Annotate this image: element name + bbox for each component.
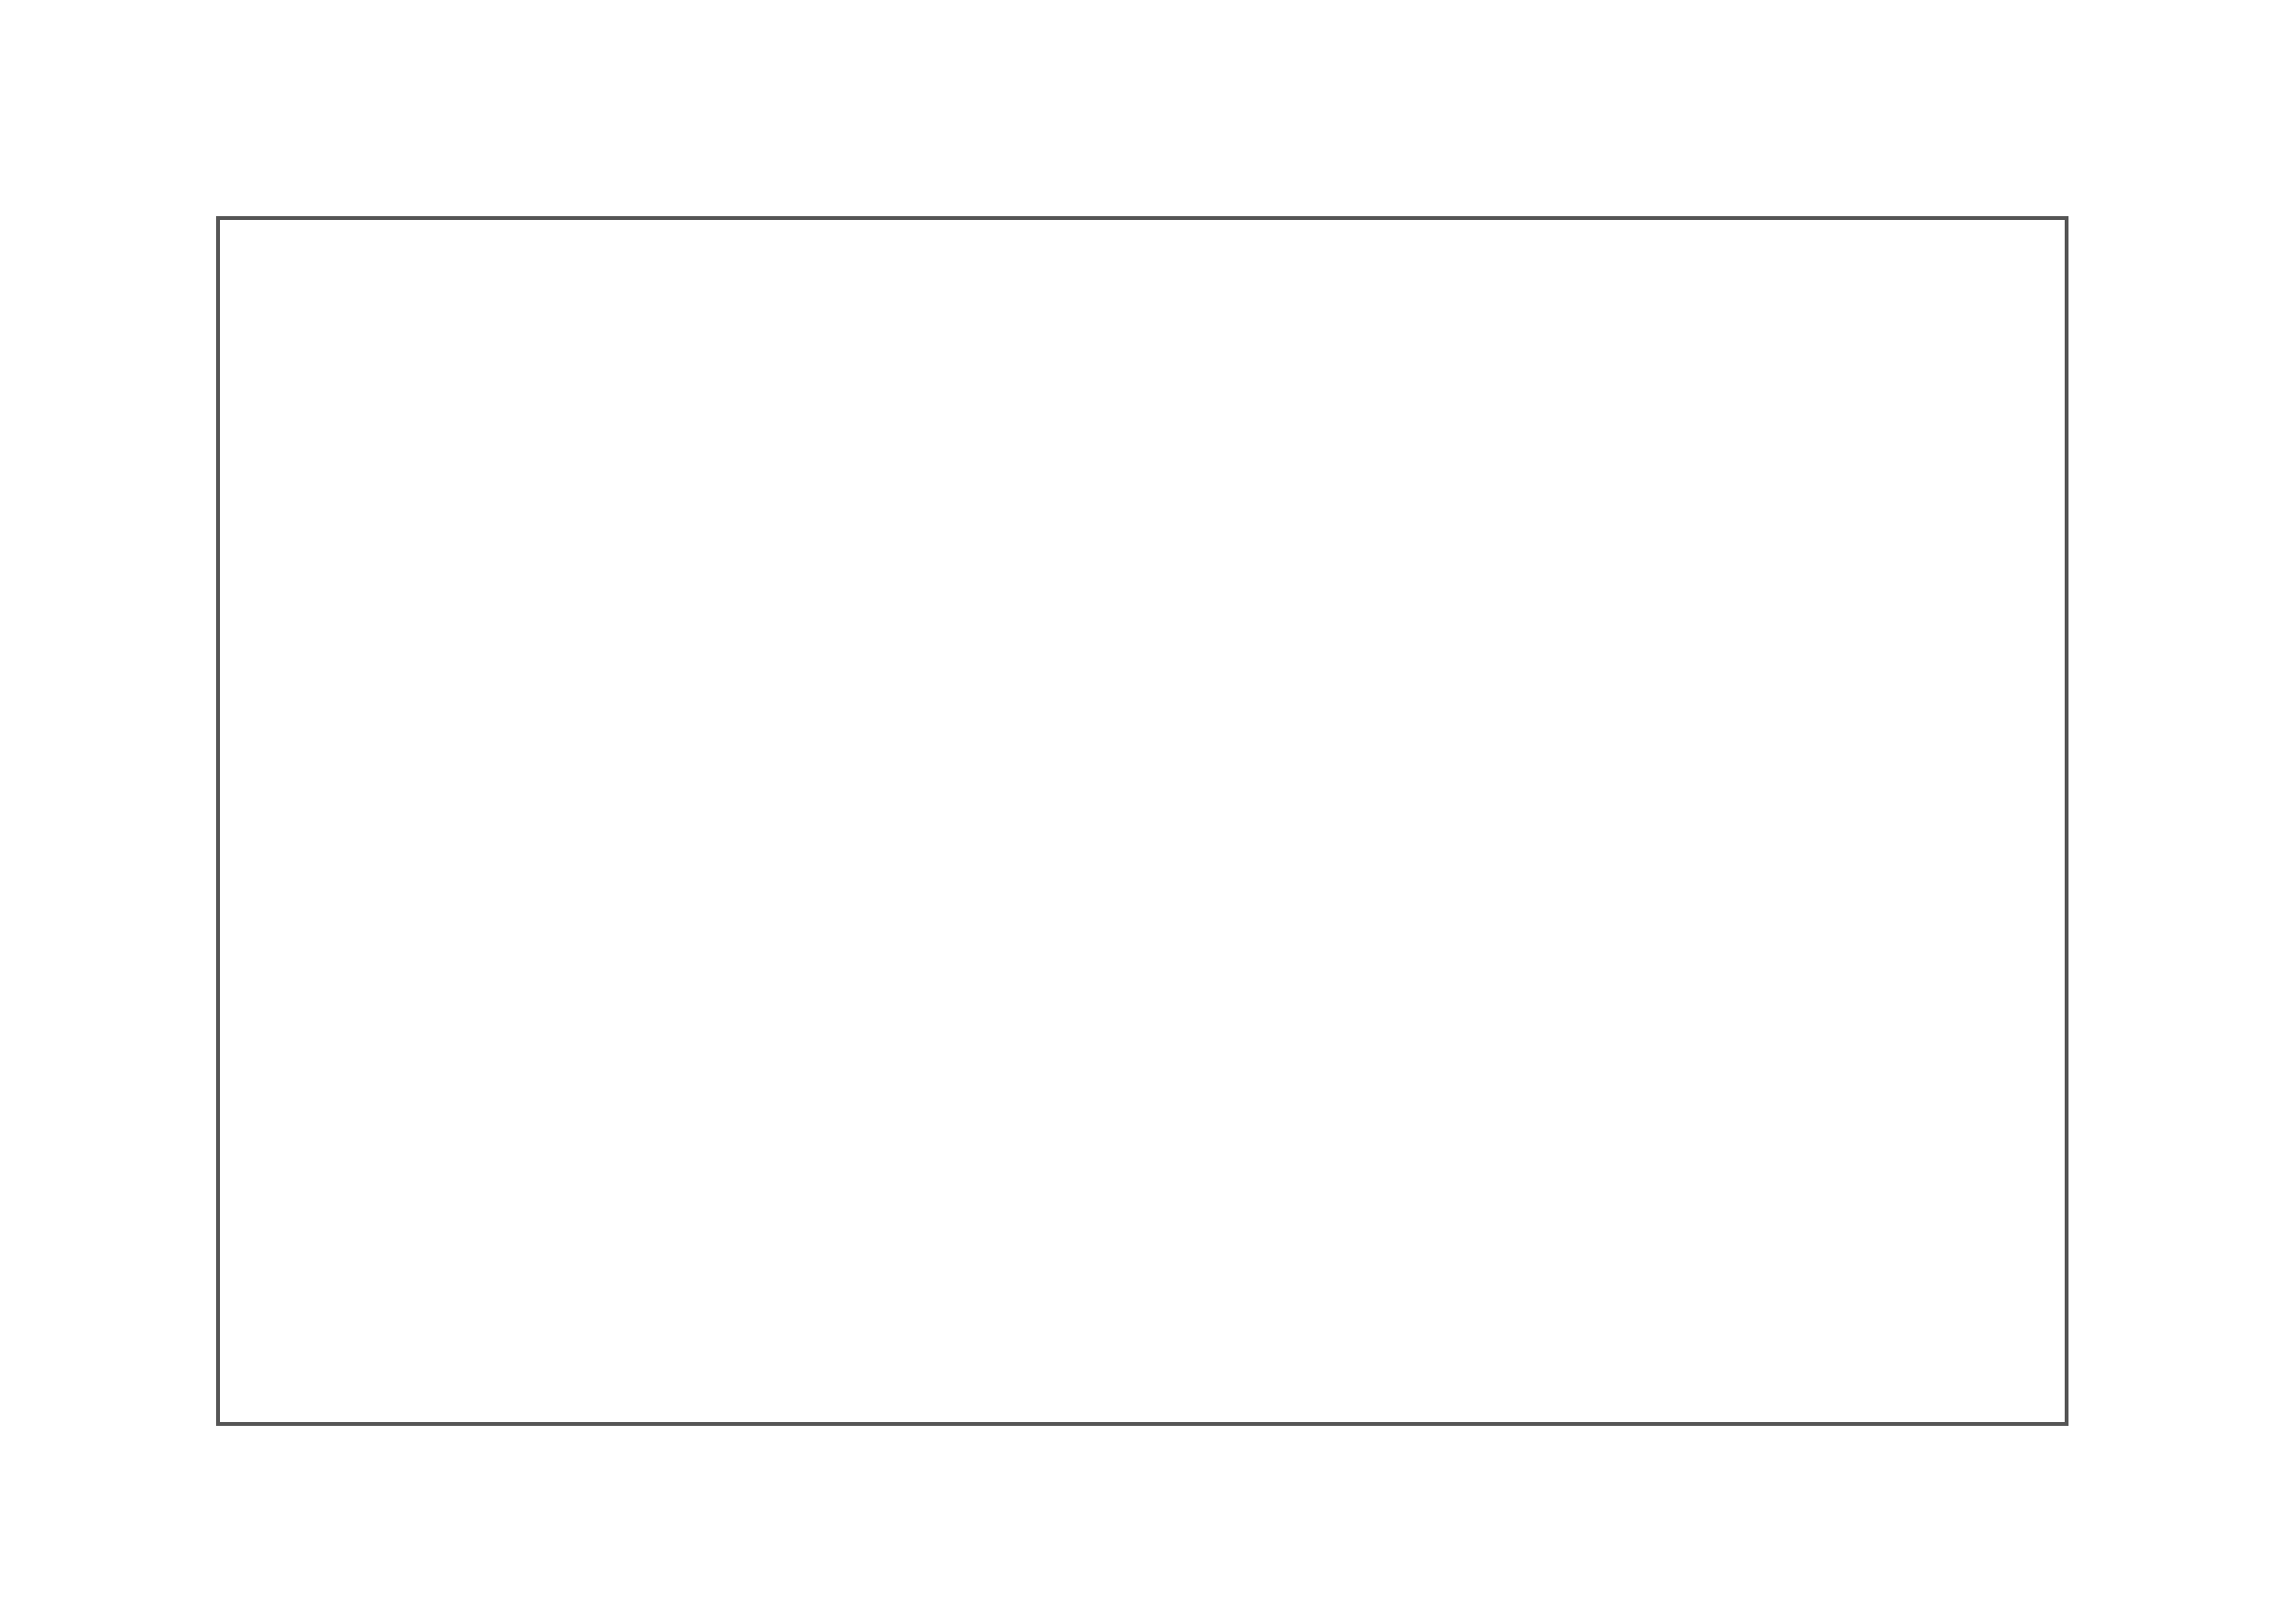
data-table-frame xyxy=(216,216,2068,1426)
